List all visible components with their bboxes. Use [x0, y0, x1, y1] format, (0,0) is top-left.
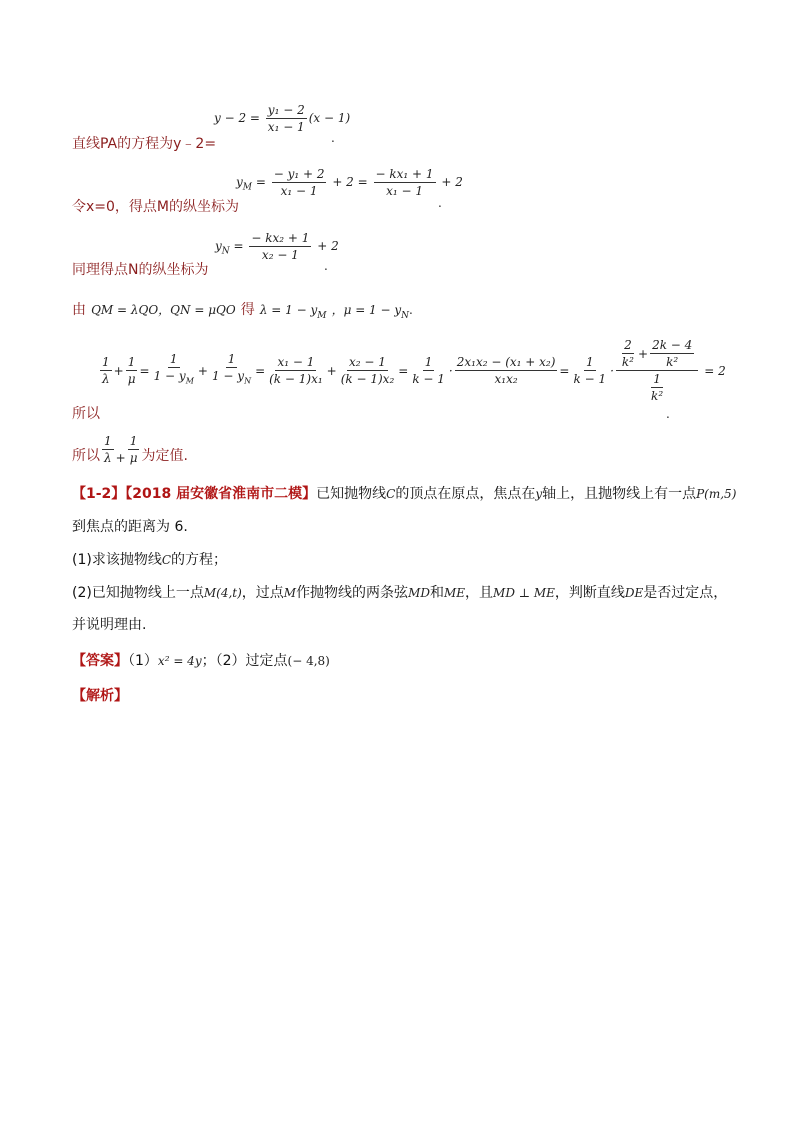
big-equation: $\frac{1}{\lambda}$ + $\frac{1}{\mu}$ = $\frac{1}{1 - y_M}$ + $\frac{1}{1 - y_N}$ = $\frac{\text{x₁ − 1}}{\text{(k − 1)x₁}}$ + $\frac{\text{x₂ − 1}}{\text{(k − 1)x₂}}$ = $\frac{1}{k - 1}$ · $\frac{\text{2x₁x₂ − (x₁ + x₂)}}{\text{x₁x₂}}$ = $\frac{1}{k - 1}$ · $\frac{2}{\text{k²}}$ + $\frac{2k - 4}{\text{k²}}$ $\frac{1}{\text{k²}}$ = 2	[102, 338, 726, 403]
cf1-n: 1	[104, 434, 112, 448]
bf1-d: λ	[102, 372, 110, 386]
m-prefix: 令x=0，得点M的纵坐标为	[72, 199, 240, 215]
m-plus: + 2 =	[332, 175, 368, 189]
lambda-sub: M	[317, 311, 327, 322]
n-lhs: y	[215, 239, 222, 253]
m-lhs: y	[236, 175, 243, 189]
m-num2: − kx₁ + 1	[375, 167, 434, 181]
m-period: .	[438, 196, 442, 210]
q2e: ，且	[465, 585, 494, 601]
bf-complex	[616, 338, 698, 403]
q2d: 和	[429, 585, 444, 601]
n-fraction	[249, 231, 311, 262]
bf2-d: μ	[127, 372, 136, 386]
n-den: x₂ − 1	[261, 248, 299, 262]
m-fraction-2	[374, 167, 436, 198]
q2a: (2)已知抛物线上一点	[72, 585, 204, 601]
bf-top-a-d: k²	[621, 355, 634, 369]
you-text: 由	[72, 302, 86, 318]
q2c: 作抛物线的两条弦	[296, 585, 409, 601]
m-num1: − y₁ + 2	[273, 167, 325, 181]
n-sub: N	[221, 246, 230, 257]
q2-m: M(4,t)	[203, 586, 242, 600]
bf5	[267, 355, 325, 386]
m-fraction-1	[272, 167, 327, 198]
bf2	[126, 355, 138, 386]
answer-sep: ；（2）过定点	[201, 653, 288, 669]
bf-complex-bottom	[645, 371, 669, 403]
constant-line: 所以 $\frac{1}{\lambda}$ + $\frac{1}{\mu}$ 为定值.	[72, 434, 188, 465]
q1-tail: 的方程；	[171, 552, 228, 568]
problem-text1: 已知抛物线	[316, 486, 387, 502]
bf4-d: 1 − y	[211, 369, 245, 384]
bf6-d: (k − 1)x₂	[340, 372, 395, 386]
bf7-n: 1	[424, 355, 433, 369]
bf1	[100, 355, 112, 386]
bf-top-b	[650, 338, 694, 369]
lambda-eq: λ = 1 − y	[259, 303, 318, 317]
problem-text2: 的顶点在原点，焦点在	[395, 486, 536, 502]
const-tail: 为定值.	[141, 448, 188, 464]
q1-c: C	[161, 553, 172, 567]
bf7	[410, 355, 447, 386]
analysis-label	[72, 685, 128, 705]
m-sub: M	[242, 182, 252, 193]
q2-me: ME	[443, 586, 466, 600]
problem-source: 【2018 届安徽省淮南市二模】	[125, 486, 317, 502]
answer-eq1: x² = 4y	[157, 654, 202, 668]
answer-point: (− 4,8)	[287, 654, 330, 668]
bf9	[571, 355, 608, 386]
m-equation: $y_M$ = $\frac{\text{− y₁ + 2}}{\text{x₁ − 1}}$ + 2 = $\frac{\text{− kx₁ + 1}}{\text{x₁ − 1}}$ + 2	[236, 167, 463, 198]
big-eq-tail: = 2	[704, 363, 726, 378]
question-1	[72, 549, 227, 569]
bf5-d: (k − 1)x₁	[269, 372, 323, 386]
q2b: ，过点	[241, 585, 284, 601]
bf9-d: k − 1	[573, 372, 607, 386]
cf1-d: λ	[104, 451, 112, 465]
pa-lhs: y − 2 =	[214, 111, 260, 125]
de-text: 得	[240, 302, 255, 318]
bf5-n: x₁ − 1	[277, 355, 315, 369]
n-period: .	[324, 259, 328, 273]
big-eq-period: .	[666, 407, 670, 421]
bf3	[152, 352, 196, 388]
bf-top-a-n: 2	[624, 338, 632, 352]
q2f: ，判断直线	[554, 585, 625, 601]
answer-label: 【答案】	[72, 653, 128, 669]
m-den1: x₁ − 1	[280, 184, 318, 198]
pa-equation	[214, 103, 350, 134]
bf6-n: x₂ − 1	[349, 355, 386, 369]
analysis-text: 【解析】	[72, 688, 128, 704]
bf-top-a	[620, 338, 636, 369]
bf-bot-n: 1	[653, 372, 661, 386]
problem-p: P(m,5)	[696, 487, 737, 501]
n-num: − kx₂ + 1	[251, 231, 310, 245]
bf-complex-top: $\frac{2}{\text{k²}}$ + $\frac{2k - 4}{\text{k²}}$	[616, 338, 698, 371]
q2-md: MD	[408, 586, 430, 600]
q2-de: DE	[624, 586, 644, 600]
question-2-cont: 并说明理由.	[72, 617, 147, 633]
problem-line-2: 到焦点的距离为 6.	[72, 519, 188, 535]
m-tail: + 2	[441, 175, 463, 189]
bf-bot-d: k²	[651, 389, 664, 403]
vector-relations: QM = λQO，QN = μQO	[91, 303, 236, 317]
q2-perp: MD ⊥ ME	[493, 586, 555, 600]
problem-c: C	[386, 487, 396, 501]
bf1-n: 1	[102, 355, 110, 369]
bf3-d: 1 − y	[153, 369, 186, 384]
problem-tag: 【1-2】	[72, 486, 126, 502]
q2g: 是否过定点，	[643, 585, 728, 601]
pa-prefix: 直线PA的方程为y﹣2=	[72, 136, 217, 152]
bf9-n: 1	[585, 355, 594, 369]
cf1	[102, 434, 114, 465]
problem-text3: 轴上，且抛物线上有一点	[542, 486, 697, 502]
n-equation: $y_N$ = $\frac{\text{− kx₂ + 1}}{\text{x₂ − 1}}$ + 2	[215, 231, 339, 262]
pa-fraction	[266, 103, 307, 134]
pa-tail: (x − 1)	[308, 111, 351, 125]
bf7-d: k − 1	[412, 372, 445, 386]
answer-line	[72, 650, 330, 670]
pa-num: y₁ − 2	[267, 103, 305, 117]
problem-line-1	[72, 483, 736, 503]
cf2-n: 1	[129, 434, 138, 448]
n-prefix: 同理得点N的纵坐标为	[72, 262, 209, 278]
bf4	[210, 352, 253, 388]
bf2-n: 1	[127, 355, 136, 369]
bf4-sub: N	[244, 376, 252, 386]
bf-bot	[649, 372, 665, 403]
bf8	[455, 355, 558, 386]
bf8-d: x₁x₂	[494, 372, 518, 386]
vector-line	[72, 299, 413, 321]
q1-text: (1)求该抛物线	[72, 552, 162, 568]
bf3-sub: M	[185, 376, 194, 386]
m-den2: x₁ − 1	[386, 184, 423, 198]
suoyi-1: 所以	[72, 406, 100, 422]
n-tail: + 2	[317, 239, 339, 253]
bf4-n: 1	[227, 352, 236, 367]
question-2	[72, 582, 727, 602]
mu-eq: ，μ = 1 − y	[331, 303, 402, 317]
bf-top-b-n: 2k − 4	[652, 338, 693, 352]
suoyi-2: 所以	[72, 448, 100, 464]
bf8-n: 2x₁x₂ − (x₁ + x₂)	[456, 355, 556, 369]
bf3-n: 1	[169, 352, 178, 367]
pa-den: x₁ − 1	[267, 120, 305, 134]
cf2-d: μ	[129, 451, 138, 465]
q2-m2: M	[283, 586, 297, 600]
line4-period: .	[409, 303, 413, 317]
pa-period: .	[331, 131, 335, 145]
answer-p1: （1）	[128, 653, 158, 669]
mu-sub: N	[401, 311, 410, 322]
problem-y: y	[535, 487, 543, 501]
cf2	[128, 434, 140, 465]
bf-top-b-d: k²	[666, 355, 679, 369]
bf6	[339, 355, 397, 386]
